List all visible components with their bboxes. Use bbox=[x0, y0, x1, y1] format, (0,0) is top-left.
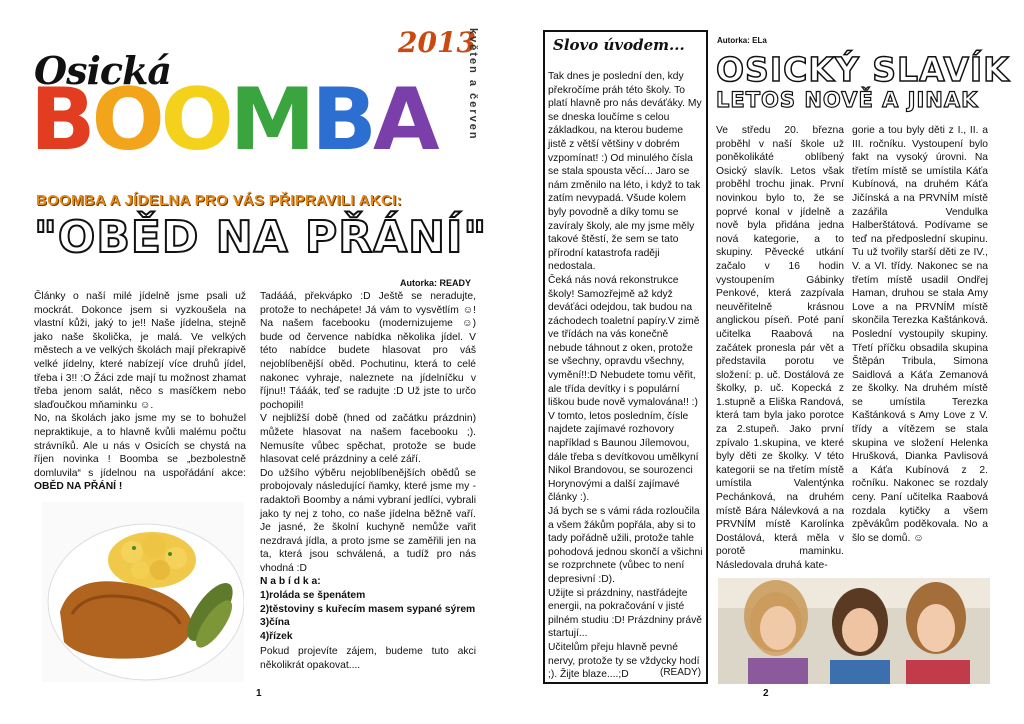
paragraph: Tak dnes je poslední den, kdy překročíme práh této školy. To platí hlavně pro nás deváťáky. My se dneska loučíme s celou základkou, na kterou budeme jistě z větší většiny v dobrém vzpomínat! :) Od minulého čísla se stala spousta věcí... Jaro se nám změnilo na léto, i když to tak zatím nevypadá. Všude kolem byly povodně a díky tomu se zavíraly školy, ale my jsme měly takové štěstí, že sem se tato přírodní katastrofa raději nedostala. bbox=[548, 71, 702, 273]
menu-item: 3)čína bbox=[260, 617, 290, 629]
paragraph: Do užšího výběru nejoblíbenějších obědů se probojovaly následující ňamky, které jsme my - radaktoři Boomby a námi vybraní jedlíci, vybrali jako ty nej z toho, co naše jídelna běžně vaří. Je jasné, že školní kuchyně nemůže vařit nezdravá jídla, a proto jsme se zaměřili jen na ta, která jsou schválená, a tudíž pro nás vhodná :D bbox=[260, 467, 476, 574]
food-illustration bbox=[42, 502, 244, 682]
paragraph: Čeká nás nová rekonstrukce školy! Samozřejmě až když deváťáci odejdou, tak budou na záchodech toaletní papíry.V zimě ve třídách na vás konečně nebude táhnout z oken, protože se všechny, opravdu všechny, vymění!!:D Nebudete tomu věřit, ale třída devítky i s populární liškou bude nově vymalována!! :) bbox=[548, 274, 700, 409]
issue-label: květen a červen bbox=[467, 28, 479, 141]
paragraph-text: No, na školách jako jsme my se to bohužel nepraktikuje, a to hlavně kvůli malému počtu strávníků. Ale u nás v Osicích se chystá na říjen novinka ! Boomba se „bezbolestně domluvila“ s jídelnou na uspořádání akce: bbox=[34, 413, 246, 479]
page-number: 1 bbox=[256, 688, 262, 699]
article-column-4 bbox=[852, 124, 988, 545]
paragraph: Tadááá, překvápko :D Ještě se neradujte, protože to nechápete! Já vám to vysvětlím ☺! Na našem facebooku (modernizujeme ☺) bude od července nabídka několika jídel. V této nabídce budete hlasovat pro váš nejoblíbenější oběd. Pochutinu, která to celé nakonec vyhraje, naleznete na jídelníčku v říjnu!! Tááák, teď se radujte :D Už jste to určo pochopili! bbox=[260, 291, 476, 411]
page-number: 2 bbox=[763, 688, 769, 699]
boomba-letter: A bbox=[372, 70, 436, 170]
intro-signature: (READY) bbox=[660, 667, 702, 678]
article-column-1 bbox=[34, 290, 246, 494]
article-column-2 bbox=[260, 290, 476, 673]
paragraph: Pokud projevíte zájem, budeme tuto akci několikrát opakovat.... bbox=[260, 646, 476, 672]
schnitzel-with-potatoes-photo bbox=[42, 502, 244, 682]
article-subhead: BOOMBA A JÍDELNA PRO VÁS PŘIPRAVILI AKCI: bbox=[36, 192, 402, 209]
intro-text bbox=[548, 70, 704, 682]
menu-title: N a b í d k a: bbox=[260, 576, 321, 588]
intro-heading: Slovo úvodem... bbox=[553, 36, 685, 54]
boomba-letter: O bbox=[91, 70, 161, 170]
menu-item: 1)roláda se špenátem bbox=[260, 590, 366, 602]
article-title: OSICKÝ SLAVÍK bbox=[716, 50, 1010, 89]
article-subtitle: LETOS NOVĚ A JINAK bbox=[716, 88, 979, 112]
paragraph: Učitelům přeju hlavně pevné nervy, protože ty se vždycky hodí ;). Žijte blaze....;D bbox=[548, 641, 700, 681]
article-author: Autorka: ELa bbox=[717, 36, 767, 45]
paragraph: V nejbližší době (hned od začátku prázdnin) můžete hlasovat na našem facebooku ;). Nemusíte vůbec spěchat, protože se bude hlasovat celé prázdniny a celé září. bbox=[260, 413, 476, 466]
highlight-text: OBĚD NA PŘÁNÍ ! bbox=[34, 481, 123, 493]
masthead-year: 2013 bbox=[398, 26, 476, 59]
article-title: "OBĚD NA PŘÁNÍ" bbox=[34, 212, 488, 263]
girls-illustration bbox=[718, 578, 990, 684]
menu-item: 4)řízek bbox=[260, 630, 293, 642]
boomba-letter: B bbox=[311, 70, 373, 170]
boomba-letter: B bbox=[30, 70, 92, 170]
menu-item: 2)těstoviny s kuřecím masem sypané sýrem bbox=[260, 603, 476, 615]
paragraph: Užijte si prázdniny, nastřádejte energii, na pokračování v jisté pilném studiu :D! Prázdniny právě startují... bbox=[548, 587, 702, 640]
paragraph: Ve středu 20. března proběhl v naší škole už poněkolikáté oblíbený Osický slavík. Letos však proběhl trochu jinak. První novinkou bylo to, že se poprvé konal v jídelně a nově byla přidána jedna nová kategorie, a to skupiny. Pěvecké utkání začalo v 16 hodin vystoupením Gábinky Penkové, která zazpívala neuvěřitelně krásnou anglickou píseň. Poté paní učitelka Raabová na začátek pronesla pár vět a představila porotu ve složení: p. uč. Dostálová ze školky, p. uč. Kopecká z 1.stupně a Eliška Randová, která tam byla jako porotce za 2.stupeň. Jako první zpívalo 1.skupina, ve které byly děti ze školky. V této kategorii se na třetím místě umístila Valentýnka Pechánková, na druhém místě Bára Nálevková a na PRVNÍM místě Karolínka Dostálová, která měla v porotě maminku. Následovala druhá kate- bbox=[716, 125, 844, 571]
paragraph: V tomto, letos posledním, čísle najdete zajímavé rozhovory například s Baunou Jílemovou, dále třeba s devítkovou umělkyní Nikol Brandovou, se sourozenci Horynovými a další zajímavé články :). bbox=[548, 410, 699, 504]
paragraph: Já bych se s vámi ráda rozloučila a všem žákům popřála, aby si to tady pořádně užili, protože tahle pohodová jednou skončí a všichni se rozprchnete (vůbec to není depresivní :D). bbox=[548, 506, 703, 585]
masthead-osicka: Osická bbox=[34, 48, 172, 93]
boomba-letter: O bbox=[160, 70, 230, 170]
article-column-3 bbox=[716, 124, 844, 573]
article-author: Autorka: READY bbox=[400, 278, 472, 288]
paragraph: Články o naší milé jídelně jsme psali už mockrát. Dokonce jsem si vyzkoušela na vlastní kůži, jaký to je!! Naše jídelna, stejně jako naše školička, je malá. Ve velkých městech a ve velkých školách mají překrapivě velké jídelny, které nabízejí více druhů jídel, třeba i 3!! :O Žáci zde mají tu možnost zhamat třeba jenom salát, něco s masíčkem nebo slaďoučkou mňaminku ☺. bbox=[34, 291, 246, 411]
masthead-issue bbox=[465, 28, 483, 148]
singing-girls-photo bbox=[718, 578, 990, 684]
boomba-letter: M bbox=[229, 70, 312, 170]
paragraph bbox=[34, 412, 246, 494]
paragraph: gorie a tou byly děti z I., II. a III. ročníku. Vystoupení bylo fakt na vysoký úrovni. Na třetím místě se umístila Káťa Kubínová, na druhém Káťa Jičínská a na PRVNÍM místě zazářila Vendulka Halberštátová. Podívame se teď na předposlední skupinu. Tu už tvořily starší děti ze IV., V. a VI. třídy. Nakonec se na třetím místě usadil Ondřej Haman, druhou se stala Amy Love a na PRVNÍM místě skončila Terezka Kaštánková. Poslední vystoupily skupiny. Třetí příčku obsadila skupina Štěpán Tribula, Simona Saidlová a Káťa Zemanová ze školky. Na druhém místě se umístila Terezka Kaštánková s Amy Love z V. třídy a vítězem se stala skupina ve složení Helenka Hrušková, Dianka Pavlisová a Káťa Kubínová z 2. ročníku. Nakonec se rozdaly ceny. Paní učitelka Raabová rozdala kytičky a všem zpěvákům poděkovala. No a šlo se domů. ☺ bbox=[852, 125, 988, 544]
